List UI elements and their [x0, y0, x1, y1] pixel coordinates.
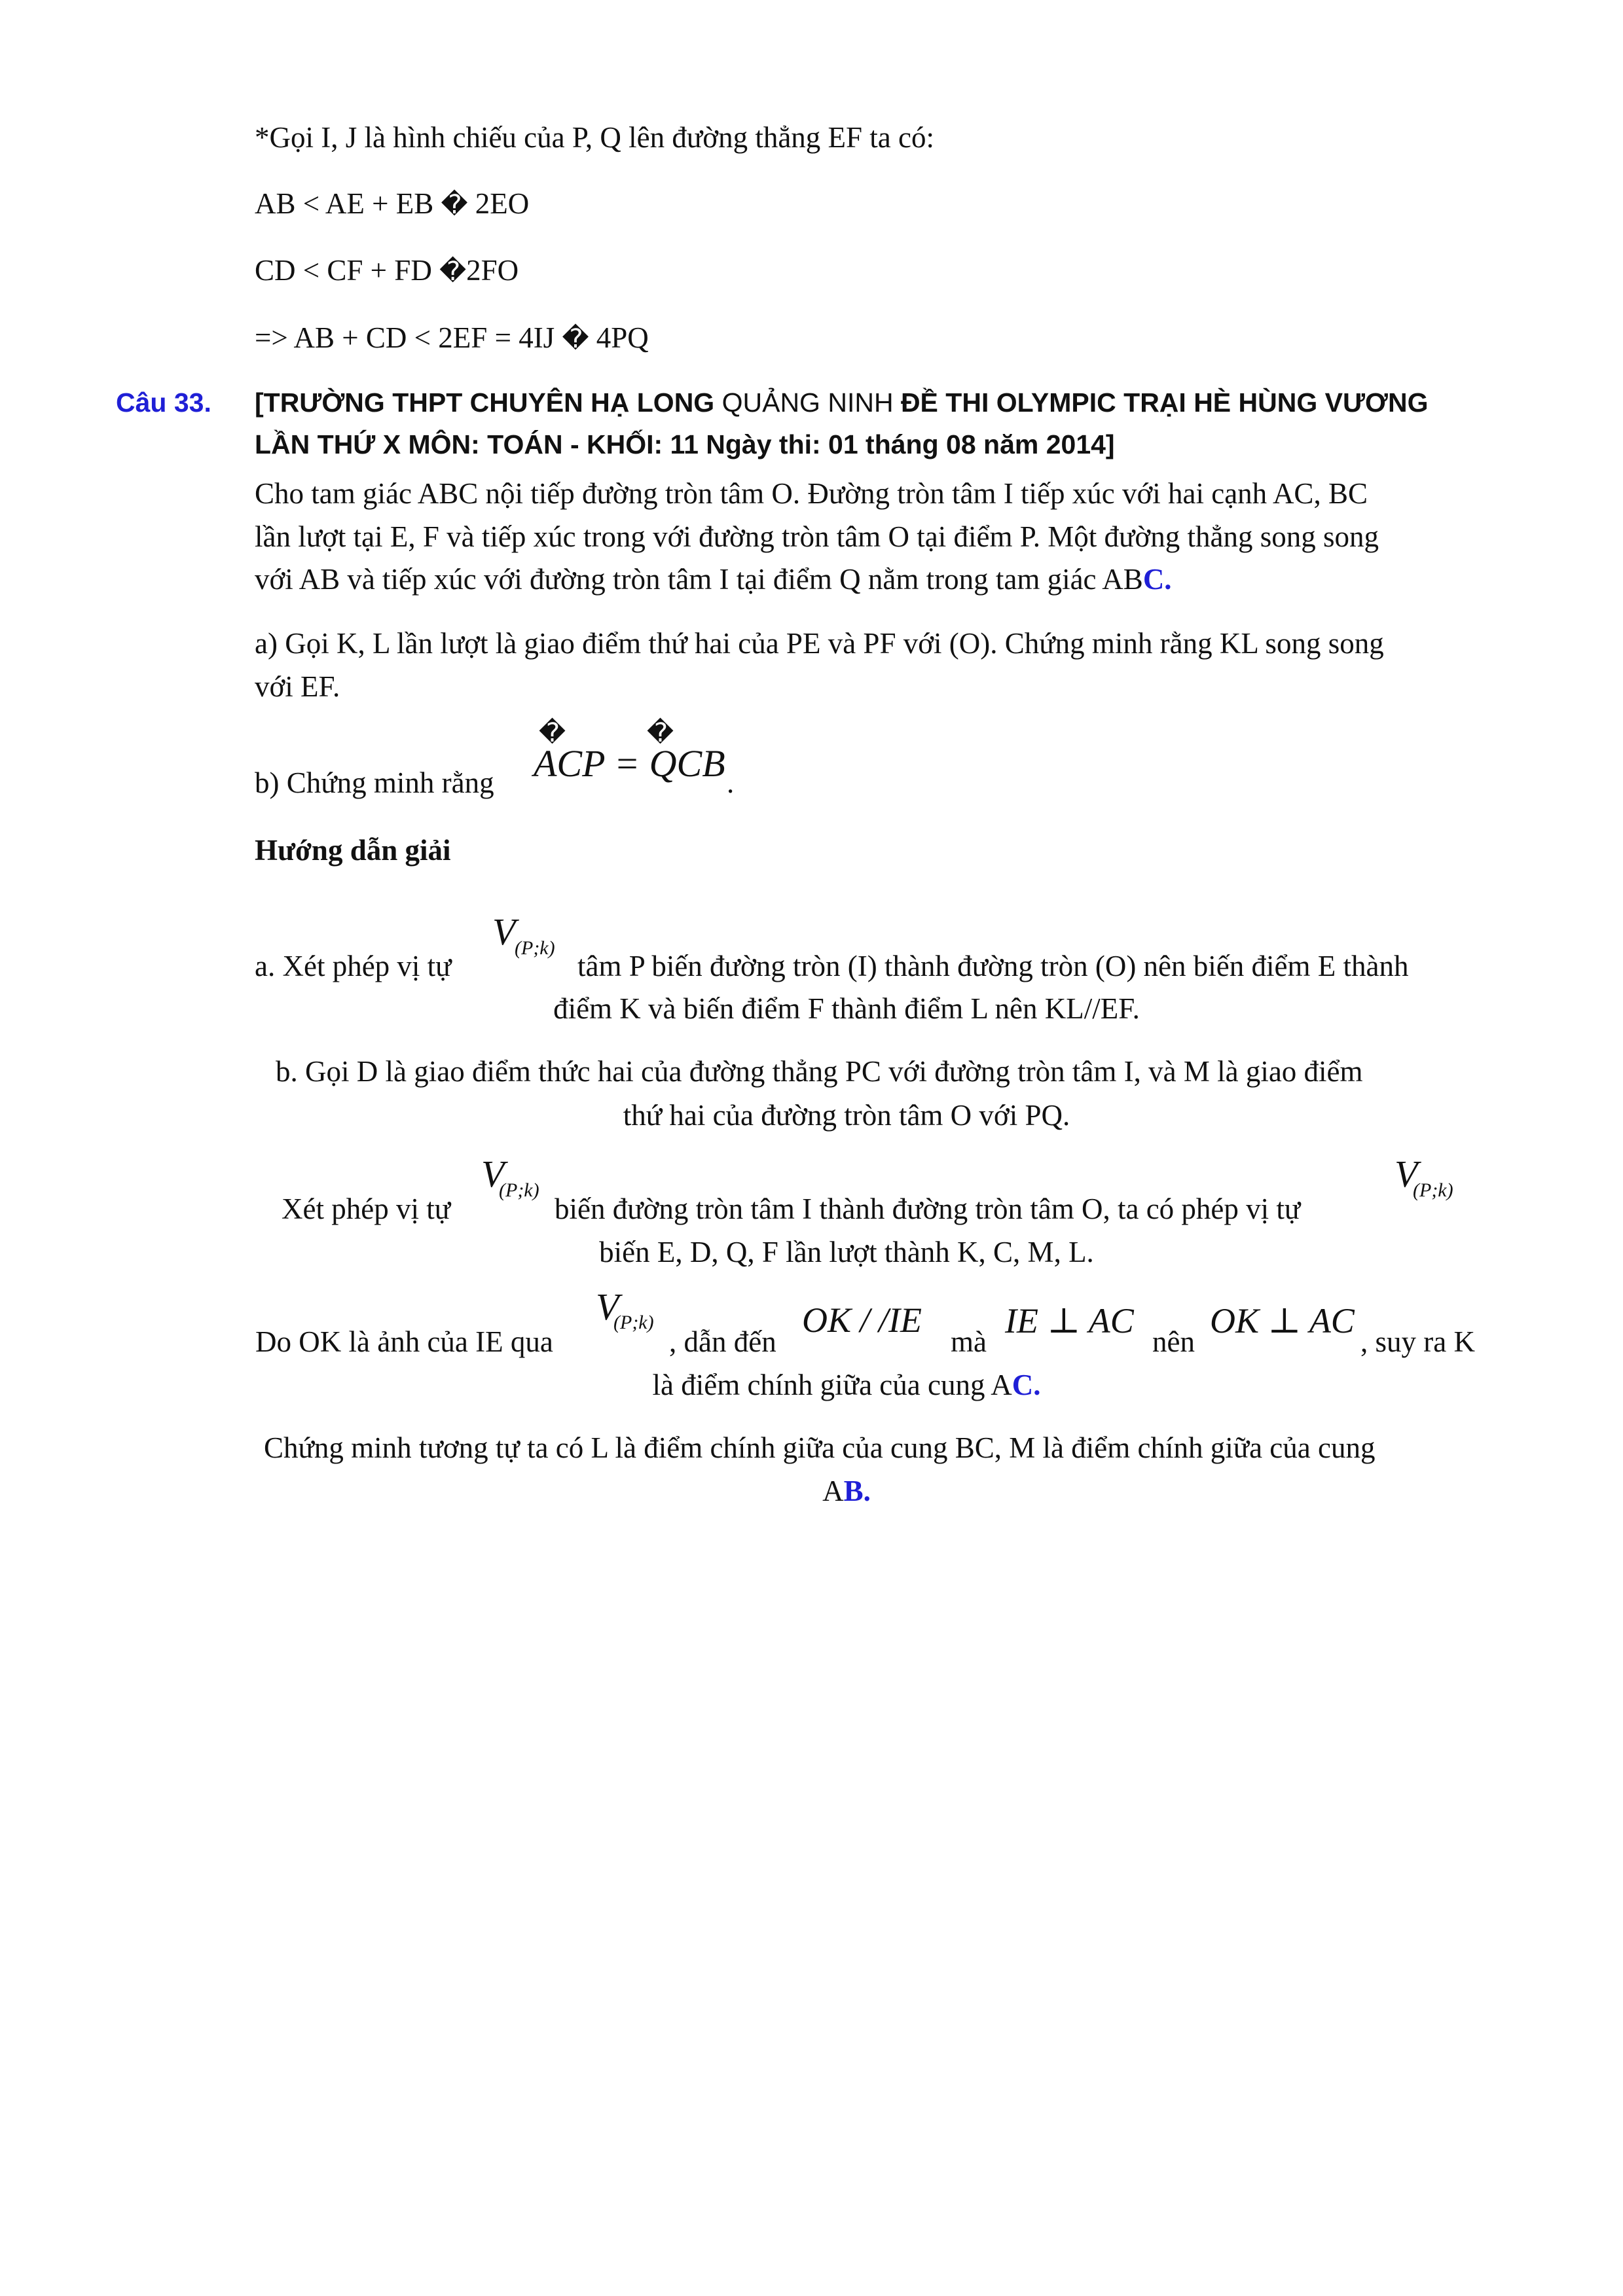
math-ok-parallel-ie: OK / /IE	[802, 1300, 922, 1340]
solution-d-line-2-emphasis: C.	[1012, 1369, 1041, 1401]
unknown-glyph-icon: �	[562, 324, 589, 354]
solution-e-line-2-emphasis: B.	[843, 1475, 871, 1507]
solution-e-line-1: Chứng minh tương tự ta có L là điểm chính giữa của cung BC, M là điểm chính giữa của cung	[264, 1431, 1376, 1464]
homothety-subscript: (P;k)	[613, 1312, 654, 1333]
part-b-text: b) Chứng minh rằng	[255, 766, 494, 799]
inequality-cd: CD < CF + FD	[255, 254, 432, 287]
intro-line-4	[255, 321, 649, 355]
solution-d-text-2: mà	[951, 1325, 987, 1358]
math-ok-perp-ac: OK ⊥ AC	[1210, 1301, 1355, 1340]
inequality-cd-rhs: 2FO	[466, 254, 519, 287]
part-b-line	[255, 766, 494, 800]
intro-line-3	[255, 253, 519, 287]
header-province: QUẢNG NINH	[721, 387, 901, 418]
homothety-symbol: V	[481, 1153, 505, 1195]
solution-c-middle: biến đường tròn tâm I thành đường tròn tâm O, ta có phép vị tự	[555, 1193, 1301, 1225]
question-body-line-3	[255, 562, 1172, 596]
solution-d-line-2	[0, 1368, 1623, 1402]
homothety-subscript: (P;k)	[499, 1179, 539, 1201]
angle-mark-icon: �	[539, 718, 566, 748]
inequality-ab-rhs: 2EO	[475, 187, 530, 220]
part-a-line-1: a) Gọi K, L lần lượt là giao điểm thứ hai của PE và PF với (O). Chứng minh rằng KL song song	[255, 627, 1384, 660]
solution-title: Hướng dẫn giải	[255, 834, 451, 867]
solution-a-suffix: tâm P biến đường tròn (I) thành đường tròn (O) nên biến điểm E thành	[577, 950, 1409, 982]
header-school: TRƯỜNG THPT CHUYÊN HẠ LONG	[263, 387, 722, 418]
solution-d-text-4: , suy ra K	[1360, 1325, 1475, 1358]
question-header-line-2: LẦN THỨ X MÔN: TOÁN - KHỐI: 11 Ngày thi: 01 tháng 08 năm 2014]	[255, 429, 1115, 459]
question-header-line-1	[255, 387, 1428, 418]
solution-c-prefix: Xét phép vị tự	[282, 1193, 451, 1225]
solution-b-line-1: b. Gọi D là giao điểm thức hai của đường thẳng PC với đường tròn tâm I, và M là giao điểm	[276, 1055, 1363, 1088]
solution-a-prefix: a. Xét phép vị tự	[255, 950, 452, 982]
part-a-line-2: với EF.	[255, 670, 340, 703]
header-bracket: [	[255, 387, 264, 418]
solution-e-line-2	[0, 1474, 1623, 1508]
solution-e-line-2-text: A	[822, 1475, 844, 1507]
homothety-subscript: (P;k)	[1413, 1179, 1453, 1201]
solution-b-line-2: thứ hai của đường tròn tâm O với PQ.	[623, 1099, 1070, 1132]
homothety-symbol: V	[596, 1285, 619, 1328]
header-exam: ĐỀ THI OLYMPIC TRẠI HÈ HÙNG VƯƠNG	[900, 387, 1429, 418]
inequality-sum-rhs: 4PQ	[596, 321, 649, 354]
question-body-line-2: lần lượt tại E, F và tiếp xúc trong với đường tròn tâm O tại điểm P. Một đường thẳng song song	[255, 520, 1379, 553]
unknown-glyph-icon: �	[441, 190, 468, 220]
intro-line-1: *Gọi I, J là hình chiếu của P, Q lên đường thẳng EF ta có:	[255, 121, 935, 154]
part-b-math: ACP = QCB	[534, 742, 725, 785]
solution-d-text-1: , dẫn đến	[669, 1325, 776, 1358]
angle-mark-icon: �	[647, 718, 674, 748]
unknown-glyph-icon: �	[439, 257, 467, 287]
solution-a-line-2: điểm K và biến điểm F thành điểm L nên KL//EF.	[553, 992, 1140, 1025]
intro-line-2	[255, 187, 529, 221]
homothety-symbol: V	[492, 910, 516, 953]
homothety-symbol: V	[1395, 1153, 1418, 1195]
homothety-subscript: (P;k)	[515, 937, 555, 959]
question-body-line-1: Cho tam giác ABC nội tiếp đường tròn tâm O. Đường tròn tâm I tiếp xúc với hai cạnh AC, BC	[255, 477, 1368, 510]
question-body-text: với AB và tiếp xúc với đường tròn tâm I tại điểm Q nằm trong tam giác AB	[255, 563, 1143, 596]
solution-d-text-3: nên	[1152, 1325, 1195, 1358]
question-body-emphasis: C.	[1142, 563, 1172, 596]
inequality-ab: AB < AE + EB	[255, 187, 434, 220]
solution-d-line-2-text: là điểm chính giữa của cung A	[652, 1369, 1012, 1401]
solution-d-prefix: Do OK là ảnh của IE qua	[255, 1325, 553, 1358]
solution-c-line-2: biến E, D, Q, F lần lượt thành K, C, M, L.	[599, 1236, 1094, 1268]
inequality-sum: => AB + CD < 2EF = 4IJ	[255, 321, 555, 354]
question-number: Câu 33.	[116, 387, 211, 418]
math-ie-perp-ac: IE ⊥ AC	[1005, 1301, 1134, 1340]
part-b-end: .	[727, 766, 735, 799]
